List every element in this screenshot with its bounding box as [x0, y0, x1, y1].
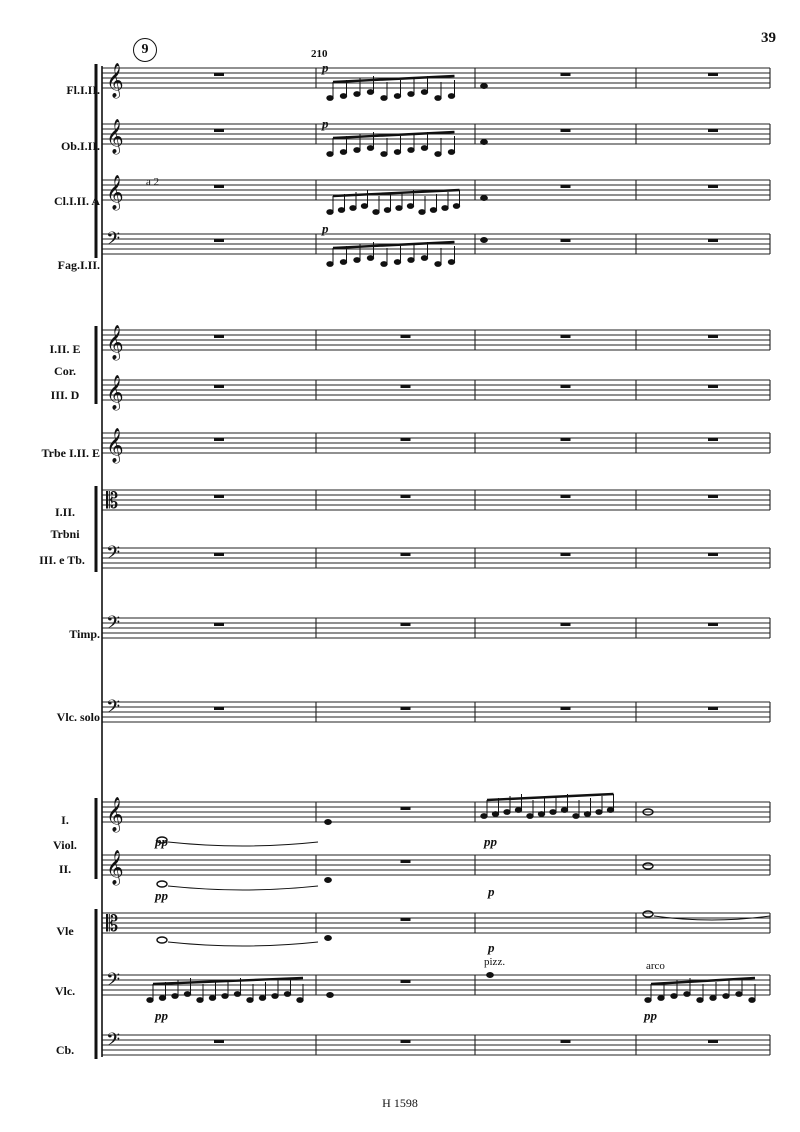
clef-icon: 𝄡 — [106, 489, 119, 514]
whole-rest — [401, 623, 411, 626]
notehead — [448, 150, 454, 155]
whole-rest — [708, 239, 718, 242]
dynamic-cellos: pp — [155, 1008, 168, 1023]
notehead — [367, 256, 373, 261]
notehead — [408, 258, 414, 263]
dynamic-violin-2-m3: p — [488, 884, 495, 899]
whole-rest — [214, 553, 224, 556]
notehead — [340, 150, 346, 155]
notehead — [259, 996, 265, 1001]
plate-number: H 1598 — [382, 1096, 418, 1110]
notehead — [408, 92, 414, 97]
notehead — [596, 810, 602, 815]
whole-rest — [401, 438, 411, 441]
label-horns-d: III. D — [50, 388, 80, 402]
notehead — [381, 262, 387, 267]
note-beam — [651, 978, 755, 984]
notehead — [340, 94, 346, 99]
whole-note — [157, 837, 167, 843]
notehead — [481, 196, 488, 201]
whole-rest — [561, 335, 571, 338]
notehead — [147, 998, 153, 1003]
notehead — [394, 260, 400, 265]
notehead — [354, 148, 360, 153]
whole-rest — [214, 623, 224, 626]
notehead — [527, 814, 533, 819]
whole-note — [157, 881, 167, 887]
notehead — [448, 94, 454, 99]
clefs — [106, 63, 124, 1055]
dynamic-violas-m3: p — [488, 940, 495, 955]
label-violas: Vle — [56, 924, 74, 938]
label-basses: Cb. — [55, 1043, 75, 1057]
notehead — [435, 152, 441, 157]
whole-rest — [401, 495, 411, 498]
note-beam — [333, 76, 455, 82]
whole-rest — [401, 1040, 411, 1043]
whole-rest — [708, 73, 718, 76]
clef-icon: 𝄢 — [106, 613, 121, 638]
notehead — [327, 262, 333, 267]
marking-pizz: pizz. — [484, 956, 506, 968]
whole-rest — [401, 918, 411, 921]
notehead — [284, 992, 290, 997]
label-cello-solo: Vlc. solo — [56, 710, 100, 724]
clef-icon: 𝄞 — [106, 850, 124, 885]
notehead — [421, 256, 427, 261]
whole-rest — [708, 129, 718, 132]
notehead — [340, 260, 346, 265]
notehead — [561, 808, 567, 813]
measure-number: 210 — [311, 48, 328, 60]
clef-icon: 𝄞 — [106, 325, 124, 360]
whole-rest — [401, 553, 411, 556]
notehead — [442, 206, 448, 211]
clef-icon: 𝄞 — [106, 428, 124, 463]
notehead — [325, 878, 332, 883]
clef-icon: 𝄡 — [106, 912, 119, 937]
label-trumpets: Trbe I.II. E — [41, 446, 100, 460]
label-trombones-12: I.II. — [54, 505, 75, 519]
notehead — [247, 998, 253, 1003]
label-violin-1: I. — [61, 813, 69, 827]
notehead — [350, 206, 356, 211]
whole-rest — [708, 707, 718, 710]
staff-lines — [102, 68, 770, 1055]
clef-icon: 𝄢 — [106, 970, 121, 995]
whole-rest — [708, 495, 718, 498]
clef-icon: 𝄢 — [106, 1030, 121, 1055]
whole-rest — [214, 185, 224, 188]
notehead — [327, 993, 334, 998]
notehead — [384, 208, 390, 213]
clef-icon: 𝄞 — [106, 175, 124, 210]
notehead — [408, 148, 414, 153]
notehead — [435, 96, 441, 101]
notehead — [481, 814, 487, 819]
whole-rest — [708, 553, 718, 556]
label-timpani: Timp. — [69, 627, 100, 641]
page-number: 39 — [761, 30, 776, 46]
clef-icon: 𝄢 — [106, 543, 121, 568]
notehead — [373, 210, 379, 215]
notehead — [381, 96, 387, 101]
whole-rest — [708, 1040, 718, 1043]
whole-rest — [708, 335, 718, 338]
whole-rest — [561, 73, 571, 76]
notehead — [658, 996, 664, 1001]
note-beam — [487, 794, 614, 800]
whole-rest — [561, 239, 571, 242]
notehead — [584, 812, 590, 817]
whole-rest — [401, 860, 411, 863]
notehead — [234, 992, 240, 997]
notehead — [481, 84, 488, 89]
notehead — [367, 146, 373, 151]
dynamic-violin-2: pp — [155, 888, 168, 903]
whole-rest — [401, 807, 411, 810]
notehead — [361, 204, 367, 209]
notehead — [492, 812, 498, 817]
notehead — [487, 973, 494, 978]
label-flutes: Fl.I.II. — [66, 83, 100, 97]
marking-a2: a 2 — [146, 176, 160, 188]
tie — [168, 842, 318, 846]
whole-rest — [561, 185, 571, 188]
notehead — [325, 936, 332, 941]
notehead — [573, 814, 579, 819]
note-beam — [333, 132, 455, 138]
barlines — [316, 68, 770, 1055]
notehead — [327, 152, 333, 157]
whole-rest — [561, 623, 571, 626]
dynamic-violin-1: pp — [155, 834, 168, 849]
tie — [168, 886, 318, 890]
notehead — [645, 998, 651, 1003]
notehead — [710, 996, 716, 1001]
whole-note — [643, 911, 653, 917]
clef-icon: 𝄢 — [106, 229, 121, 254]
notehead — [684, 992, 690, 997]
notes — [147, 76, 770, 1002]
notehead — [481, 238, 488, 243]
clef-icon: 𝄢 — [106, 697, 121, 722]
notehead — [394, 150, 400, 155]
notehead — [550, 810, 556, 815]
notehead — [453, 204, 459, 209]
dynamic-bassoon: p — [322, 221, 329, 236]
notehead — [421, 146, 427, 151]
whole-rest — [561, 495, 571, 498]
whole-rest — [708, 385, 718, 388]
dynamic-violin-1-m3: pp — [484, 834, 497, 849]
notehead — [671, 994, 677, 999]
whole-rest — [401, 980, 411, 983]
whole-rest — [561, 129, 571, 132]
label-violin-2: II. — [58, 862, 72, 876]
whole-note — [643, 863, 653, 869]
notehead — [354, 92, 360, 97]
whole-rest — [214, 438, 224, 441]
whole-rest — [708, 438, 718, 441]
notehead — [430, 208, 436, 213]
label-horns-e: I.II. E — [49, 342, 81, 356]
marking-arco: arco — [646, 960, 665, 972]
notehead — [749, 998, 755, 1003]
label-bassoons: Fag.I.II. — [57, 258, 100, 272]
notehead — [435, 262, 441, 267]
label-trombone-3-tuba: III. e Tb. — [39, 553, 85, 567]
whole-rest — [214, 495, 224, 498]
notehead — [607, 808, 613, 813]
notehead — [481, 140, 488, 145]
label-violins: Viol. — [53, 838, 77, 852]
notehead — [419, 210, 425, 215]
notehead — [338, 208, 344, 213]
notehead — [184, 992, 190, 997]
whole-rest — [561, 385, 571, 388]
notehead — [407, 204, 413, 209]
notehead — [736, 992, 742, 997]
notehead — [394, 94, 400, 99]
whole-rest — [561, 553, 571, 556]
clef-icon: 𝄞 — [106, 375, 124, 410]
notehead — [325, 820, 332, 825]
notehead — [209, 996, 215, 1001]
notehead — [272, 994, 278, 999]
clef-icon: 𝄞 — [106, 63, 124, 98]
whole-rest — [561, 707, 571, 710]
notehead — [327, 96, 333, 101]
label-horns: Cor. — [54, 364, 76, 378]
label-clarinets: Cl.I.II. A — [53, 194, 100, 208]
whole-rest — [401, 707, 411, 710]
notehead — [538, 812, 544, 817]
whole-rest — [401, 385, 411, 388]
whole-rest — [214, 129, 224, 132]
whole-note — [157, 937, 167, 943]
note-beam — [333, 242, 455, 248]
whole-rest — [214, 73, 224, 76]
whole-rest — [401, 335, 411, 338]
notehead — [421, 90, 427, 95]
notehead — [396, 206, 402, 211]
whole-rest — [214, 239, 224, 242]
rehearsal-mark: 9 — [133, 38, 157, 62]
dynamic-cellos-m4: pp — [644, 1008, 657, 1023]
whole-rest — [708, 623, 718, 626]
notehead — [367, 90, 373, 95]
notehead — [515, 808, 521, 813]
tie — [168, 942, 318, 946]
whole-rest — [561, 438, 571, 441]
whole-rest — [214, 385, 224, 388]
notehead — [197, 998, 203, 1003]
notehead — [723, 994, 729, 999]
notehead — [327, 210, 333, 215]
notehead — [504, 810, 510, 815]
notehead — [381, 152, 387, 157]
notehead — [297, 998, 303, 1003]
clef-icon: 𝄞 — [106, 119, 124, 154]
clef-icon: 𝄞 — [106, 797, 124, 832]
whole-rest — [214, 335, 224, 338]
notehead — [354, 258, 360, 263]
notehead — [697, 998, 703, 1003]
label-oboes: Ob.I.II. — [60, 139, 100, 153]
system-barline — [96, 64, 102, 1059]
whole-rest — [561, 1040, 571, 1043]
dynamic-flute: p — [322, 60, 329, 75]
notehead — [172, 994, 178, 999]
notehead — [448, 260, 454, 265]
dynamic-oboe: p — [322, 116, 329, 131]
label-trombones: Trbni — [50, 527, 80, 541]
whole-rest — [214, 707, 224, 710]
notehead — [222, 994, 228, 999]
notehead — [159, 996, 165, 1001]
whole-rest — [214, 1040, 224, 1043]
label-cellos: Vlc. — [54, 984, 76, 998]
whole-rest — [708, 185, 718, 188]
